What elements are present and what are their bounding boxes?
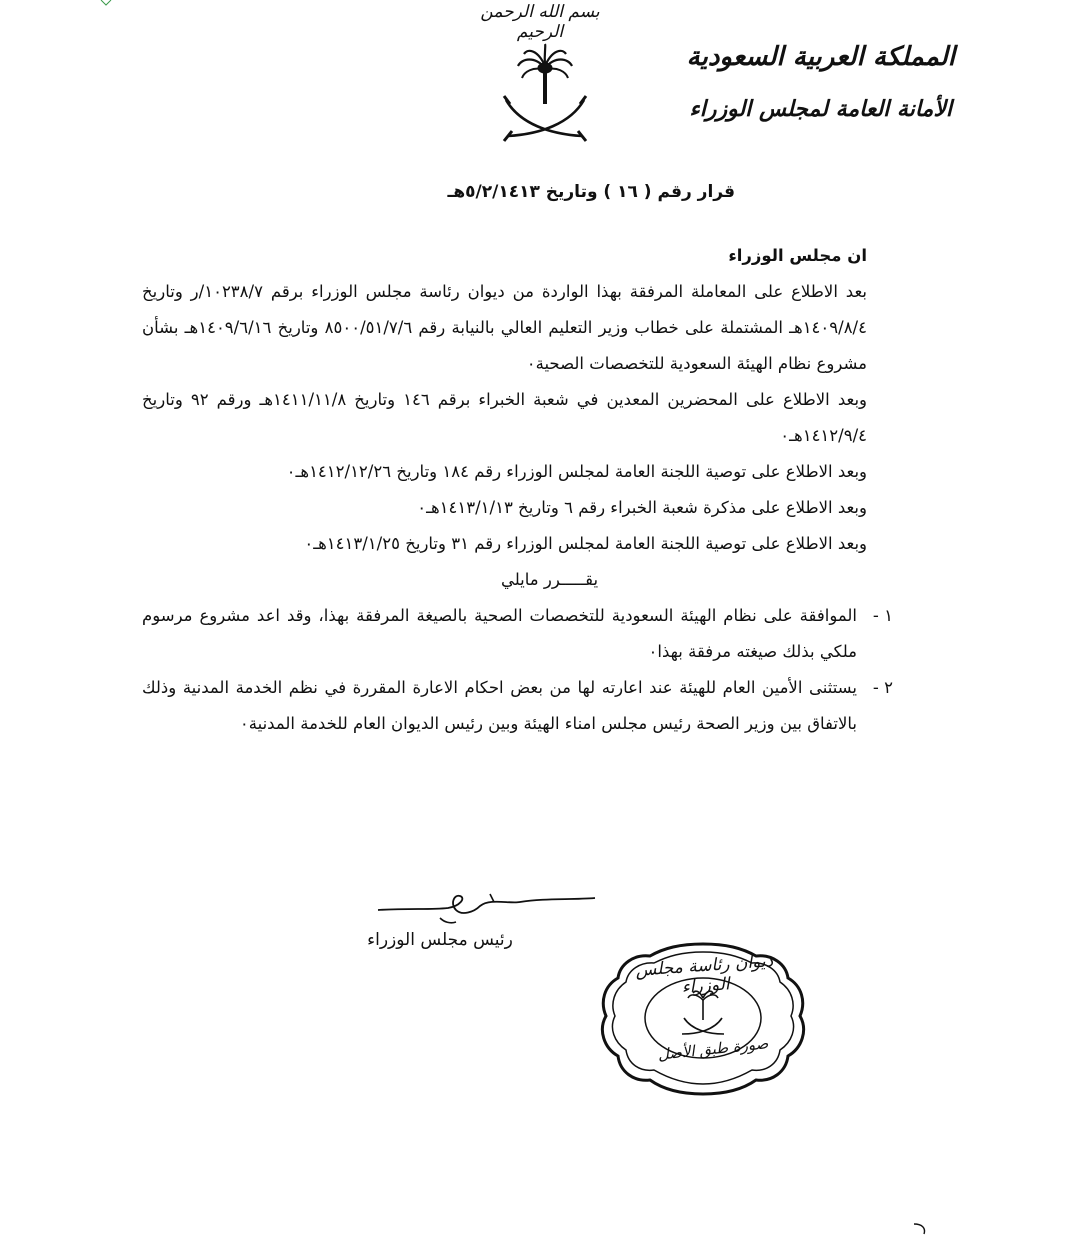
saudi-emblem-icon <box>500 42 590 142</box>
signer-title: رئيس مجلس الوزراء <box>367 930 513 950</box>
clause-text: الموافقة على نظام الهيئة السعودية للتخصصات الصحية بالصيغة المرفقة بهذا، وقد اعد مشروع مرسوم ملكي بذلك صيغته مرفقة بهذا٠ <box>142 606 857 661</box>
clause-number: ١ - <box>872 606 893 625</box>
clause-number: ٢ - <box>872 678 893 697</box>
kingdom-title: المملكة العربية السعودية <box>686 42 955 72</box>
paragraph: بعد الاطلاع على المعاملة المرفقة بهذا الواردة من ديوان رئاسة مجلس الوزراء برقم ١٠٢٣٨/٧/ر وتاريخ ١٤٠٩/٨/٤هـ المشتملة على خطاب وزير التعليم العالي بالنيابة رقم ٨٥٠٠/٥١/٧/٦ وتاريخ ١٤٠٩/٦/١٦هـ بشأن مشروع نظام الهيئة السعودية للتخصصات الصحية٠ <box>142 282 868 373</box>
resolves-heading: يقـــــرر مايلي <box>500 570 599 589</box>
stamp-top-text: ديوان رئاسة مجلس الوزراء <box>634 951 774 998</box>
paragraph: وبعد الاطلاع على توصية اللجنة العامة لمجلس الوزراء رقم ١٨٤ وتاريخ ١٤١٢/١٢/٢٦هـ٠ <box>286 462 867 481</box>
decision-body <box>142 238 893 742</box>
paragraph: وبعد الاطلاع على المحضرين المعدين في شعبة الخبراء برقم ١٤٦ وتاريخ ١٤١١/١١/٨هـ ورقم ٩٢ وتاريخ ١٤١٢/٩/٤هـ٠ <box>142 390 868 445</box>
basmala: بسم الله الرحمن الرحيم <box>480 2 600 42</box>
handwritten-signature <box>370 888 600 928</box>
scan-mark-icon <box>100 0 112 6</box>
clause-text: يستثنى الأمين العام للهيئة عند اعارته لها من بعض احكام الاعارة المقررة في نظم الخدمة المدنية وذلك بالاتفاق بين وزير الصحة رئيس مجلس امناء الهيئة وبين رئيس الديوان العام للخدمة المدنية٠ <box>142 678 857 733</box>
decision-title: قرار رقم ( ١٦ ) وتاريخ ٥/٢/١٤١٣هـ <box>447 182 735 202</box>
clause <box>142 598 893 670</box>
paragraph: وبعد الاطلاع على مذكرة شعبة الخبراء رقم ٦ وتاريخ ١٤١٣/١/١٣هـ٠ <box>417 498 867 517</box>
secretariat-title: الأمانة العامة لمجلس الوزراء <box>689 96 952 122</box>
clause <box>142 670 893 742</box>
stamp-bottom-text: صورة طبق الأصل <box>656 1034 770 1064</box>
paragraph: وبعد الاطلاع على توصية اللجنة العامة لمجلس الوزراء رقم ٣١ وتاريخ ١٤١٣/١/٢٥هـ٠ <box>304 534 867 553</box>
corner-mark-icon <box>912 1222 930 1236</box>
opening-line: ان مجلس الوزراء <box>728 246 867 265</box>
